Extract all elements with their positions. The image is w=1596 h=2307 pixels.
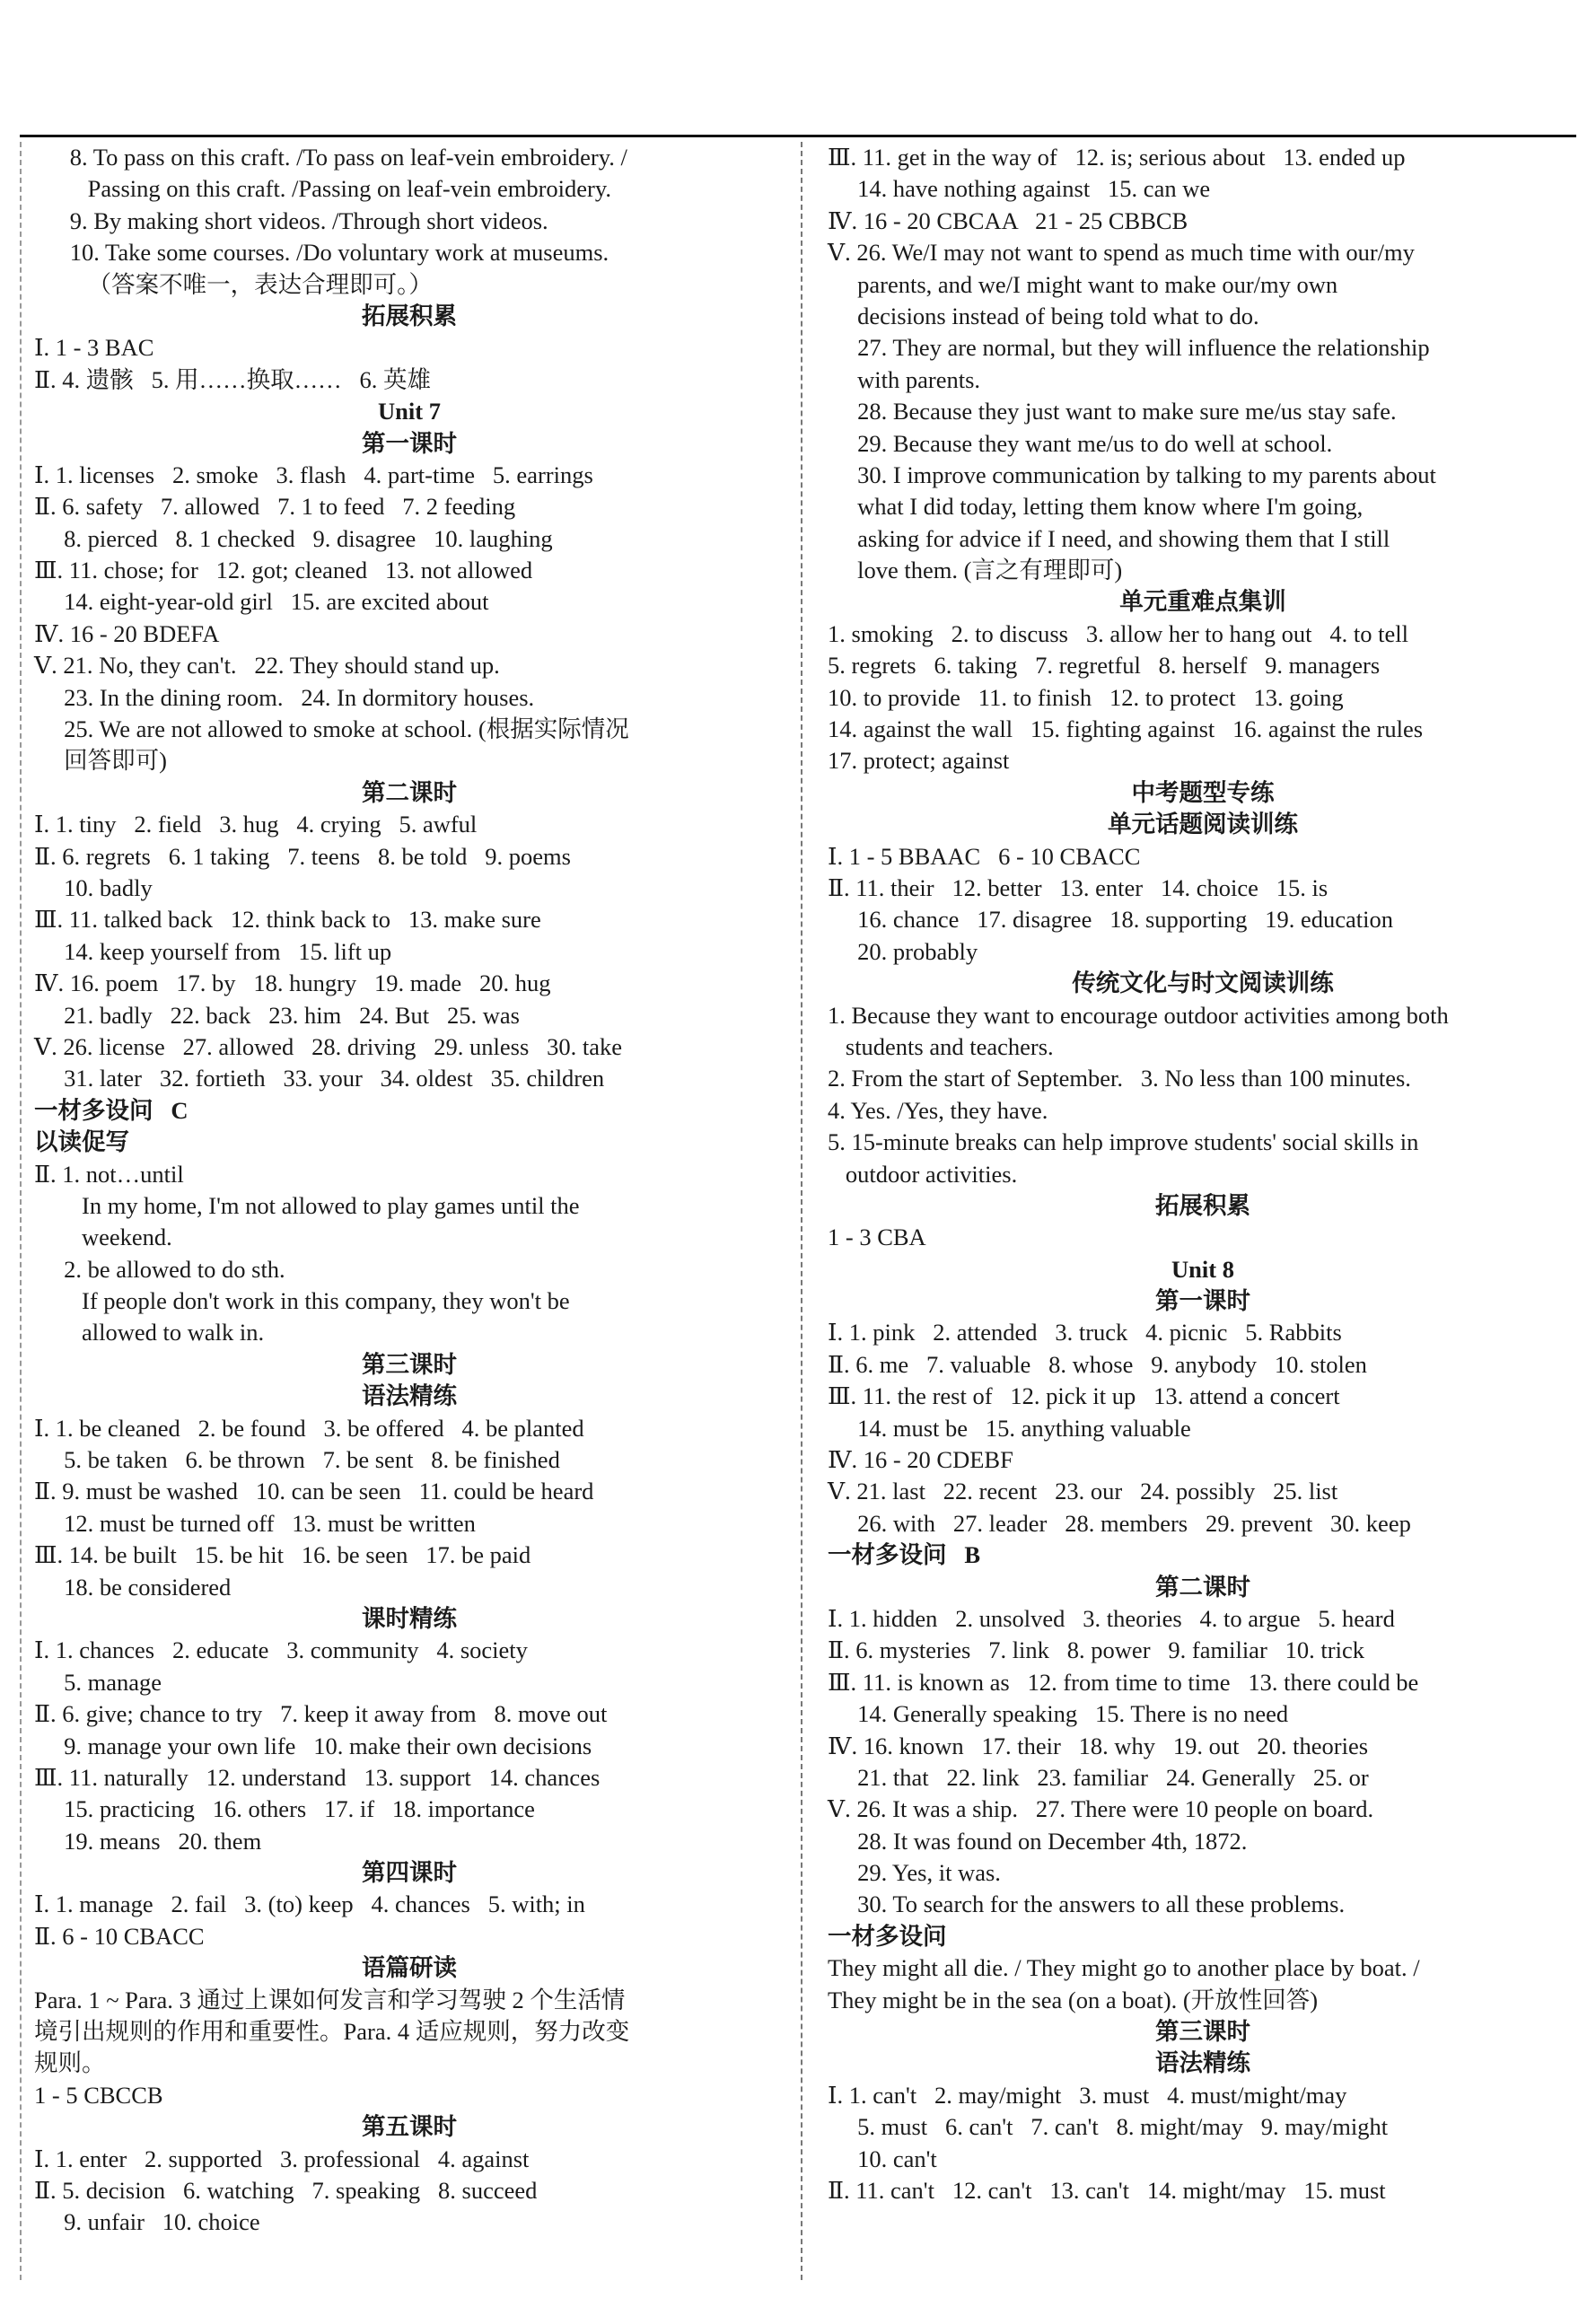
- answer-line: Ⅱ. 5. decision 6. watching 7. speaking 8. succeed: [34, 2177, 538, 2204]
- answer-line: 16. chance 17. disagree 18. supporting 19. education: [828, 906, 1393, 934]
- section-heading: 语法精练: [362, 1382, 457, 1410]
- answer-line: 2. be allowed to do sth.: [34, 1255, 285, 1283]
- answer-line: 14. eight-year-old girl 15. are excited about: [34, 588, 489, 616]
- answer-line: Ⅲ. 11. talked back 12. think back to 13. make sure: [34, 906, 541, 934]
- answer-line: Ⅴ. 26. license 27. allowed 28. driving 29. unless 30. take: [34, 1032, 623, 1060]
- answer-line: love them. (言之有理即可): [828, 557, 1123, 584]
- section-heading: Unit 8: [1171, 1255, 1234, 1283]
- answer-line: Ⅱ. 9. must be washed 10. can be seen 11. could be heard: [34, 1478, 594, 1505]
- answer-line: 21. badly 22. back 23. him 24. But 25. was: [34, 1001, 520, 1029]
- answer-line: Ⅰ. 1. hidden 2. unsolved 3. theories 4. to argue 5. heard: [828, 1604, 1395, 1632]
- answer-line: Ⅲ. 11. naturally 12. understand 13. support 14. chances: [34, 1763, 601, 1791]
- answer-line: Ⅰ. 1. chances 2. educate 3. community 4. society: [34, 1636, 528, 1664]
- answer-line: Ⅱ. 6. safety 7. allowed 7. 1 to feed 7. 2 feeding: [34, 493, 516, 521]
- answer-line: Ⅰ. 1 - 3 BAC: [34, 334, 154, 362]
- answer-line: 1 - 5 CBCCB: [34, 2081, 163, 2109]
- answer-line: 10. to provide 11. to finish 12. to protect 13. going: [828, 683, 1344, 711]
- section-heading: 第二课时: [362, 778, 457, 806]
- subsection-label: 以读促写: [34, 1128, 129, 1156]
- answer-line: Ⅰ. 1. can't 2. may/might 3. must 4. must/might/may: [828, 2081, 1347, 2109]
- answer-line: 28. It was found on December 4th, 1872.: [828, 1827, 1248, 1855]
- left-margin-rule: [20, 142, 22, 2280]
- answer-line: 23. In the dining room. 24. In dormitory houses.: [34, 683, 535, 711]
- answer-line: 21. that 22. link 23. familiar 24. Generally 25. or: [828, 1763, 1369, 1791]
- answer-line: 14. Generally speaking 15. There is no need: [828, 1700, 1289, 1728]
- answer-line: decisions instead of being told what to do.: [828, 302, 1259, 329]
- answer-line: 8. pierced 8. 1 checked 9. disagree 10. laughing: [34, 524, 553, 552]
- section-heading: Unit 7: [378, 398, 441, 425]
- answer-line: 5. be taken 6. be thrown 7. be sent 8. be finished: [34, 1446, 560, 1474]
- answer-line: 27. They are normal, but they will influence the relationship: [828, 334, 1430, 362]
- answer-line: 1. Because they want to encourage outdoor activities among both: [828, 1001, 1449, 1029]
- answer-line: 18. be considered: [34, 1573, 232, 1601]
- answer-line: 14. keep yourself from 15. lift up: [34, 937, 392, 965]
- answer-line: Ⅰ. 1. manage 2. fail 3. (to) keep 4. chances 5. with; in: [34, 1890, 585, 1918]
- answer-line: with parents.: [828, 365, 981, 393]
- answer-line: 26. with 27. leader 28. members 29. prevent 30. keep: [828, 1509, 1411, 1537]
- section-heading: 语法精练: [1155, 2049, 1250, 2077]
- answer-line: 1 - 3 CBA: [828, 1224, 926, 1251]
- answer-line: 15. practicing 16. others 17. if 18. importance: [34, 1795, 535, 1823]
- answer-line: 8. To pass on this craft. /To pass on leaf-vein embroidery. /: [34, 144, 627, 171]
- section-heading: 课时精练: [362, 1604, 457, 1632]
- answer-line: Ⅱ. 1. not…until: [34, 1160, 184, 1188]
- answer-line: Ⅴ. 26. It was a ship. 27. There were 10 people on board.: [828, 1795, 1374, 1823]
- answer-line: 14. must be 15. anything valuable: [828, 1414, 1191, 1442]
- answer-line: parents, and we/I might want to make our/my own: [828, 270, 1338, 298]
- answer-line: 9. manage your own life 10. make their own decisions: [34, 1732, 592, 1759]
- answer-line: 9. By making short videos. /Through short videos.: [34, 206, 548, 234]
- left-column: [34, 142, 785, 2280]
- answer-line: 5. 15-minute breaks can help improve students' social skills in: [828, 1128, 1419, 1156]
- answer-line: Ⅳ. 16. known 17. their 18. why 19. out 20. theories: [828, 1732, 1369, 1759]
- answer-line: Ⅱ. 11. their 12. better 13. enter 14. choice 15. is: [828, 873, 1329, 901]
- answer-line: 25. We are not allowed to smoke at school. (根据实际情况: [34, 715, 629, 743]
- answer-line: Ⅲ. 11. is known as 12. from time to time 13. there could be: [828, 1668, 1419, 1696]
- answer-line: Ⅱ. 6. regrets 6. 1 taking 7. teens 8. be told 9. poems: [34, 842, 571, 870]
- answer-line: If people don't work in this company, they won't be: [34, 1287, 570, 1315]
- section-heading: 单元重难点集训: [1119, 588, 1286, 616]
- answer-line: Ⅰ. 1 - 5 BBAAC 6 - 10 CBACC: [828, 842, 1141, 870]
- answer-line: 17. protect; against: [828, 747, 1010, 775]
- subsection-label: 一材多设问: [828, 1922, 947, 1950]
- column-divider: [801, 142, 802, 2280]
- answer-line: Passing on this craft. /Passing on leaf-vein embroidery.: [34, 175, 612, 203]
- answer-line: 10. can't: [828, 2145, 937, 2172]
- answer-line: 5. must 6. can't 7. can't 8. might/may 9. may/might: [828, 2113, 1389, 2141]
- top-rule: [20, 135, 1576, 137]
- answer-line: 5. regrets 6. taking 7. regretful 8. herself 9. managers: [828, 652, 1381, 680]
- answer-line: Ⅲ. 11. the rest of 12. pick it up 13. attend a concert: [828, 1382, 1340, 1410]
- answer-line: asking for advice if I need, and showing them that I still: [828, 524, 1390, 552]
- section-heading: 第三课时: [362, 1350, 457, 1378]
- answer-line: 29. Yes, it was.: [828, 1859, 1001, 1887]
- answer-line: 12. must be turned off 13. must be written: [34, 1509, 476, 1537]
- answer-line: （答案不唯一，表达合理即可。）: [34, 270, 433, 298]
- section-heading: 第四课时: [362, 1859, 457, 1887]
- section-heading: 第一课时: [362, 429, 457, 457]
- right-column: [828, 142, 1578, 2280]
- answer-line: Ⅳ. 16. poem 17. by 18. hungry 19. made 20. hug: [34, 969, 551, 997]
- answer-line: 10. badly: [34, 873, 153, 901]
- answer-line: 14. against the wall 15. fighting against 16. against the rules: [828, 715, 1424, 743]
- section-heading: 语篇研读: [362, 1954, 457, 1982]
- answer-line: outdoor activities.: [828, 1160, 1018, 1188]
- answer-line: what I did today, letting them know where I'm going,: [828, 493, 1364, 521]
- answer-line: Ⅴ. 21. No, they can't. 22. They should stand up.: [34, 652, 500, 680]
- answer-line: Ⅰ. 1. licenses 2. smoke 3. flash 4. part-time 5. earrings: [34, 461, 593, 488]
- section-heading: 传统文化与时文阅读训练: [1072, 969, 1334, 997]
- answer-line: 2. From the start of September. 3. No less than 100 minutes.: [828, 1065, 1411, 1092]
- answer-line: Ⅲ. 11. chose; for 12. got; cleaned 13. not allowed: [34, 557, 533, 584]
- section-heading: 第三课时: [1155, 2018, 1250, 2046]
- answer-line: Ⅱ. 6. mysteries 7. link 8. power 9. familiar 10. trick: [828, 1636, 1364, 1664]
- answer-line: students and teachers.: [828, 1032, 1054, 1060]
- answer-line: weekend.: [34, 1224, 172, 1251]
- answer-line: Ⅰ. 1. tiny 2. field 3. hug 4. crying 5. awful: [34, 811, 478, 838]
- answer-line: Ⅴ. 21. last 22. recent 23. our 24. possibly 25. list: [828, 1478, 1338, 1505]
- section-heading: 单元话题阅读训练: [1108, 811, 1298, 838]
- answer-line: They might all die. / They might go to another place by boat. /: [828, 1954, 1420, 1982]
- answer-line: 回答即可): [34, 747, 167, 775]
- answer-line: Ⅱ. 6. give; chance to try 7. keep it away from 8. move out: [34, 1700, 608, 1728]
- answer-line: Ⅲ. 11. get in the way of 12. is; serious about 13. ended up: [828, 144, 1406, 171]
- answer-line: Ⅴ. 26. We/I may not want to spend as much time with our/my: [828, 239, 1415, 267]
- answer-line: 9. unfair 10. choice: [34, 2208, 260, 2236]
- section-heading: 中考题型专练: [1131, 778, 1275, 806]
- answer-line: 20. probably: [828, 937, 978, 965]
- answer-line: 4. Yes. /Yes, they have.: [828, 1096, 1048, 1124]
- answer-line: 10. Take some courses. /Do voluntary work at museums.: [34, 239, 609, 267]
- answer-line: 规则。: [34, 2049, 106, 2077]
- answer-line: 30. To search for the answers to all these problems.: [828, 1890, 1346, 1918]
- answer-line: Ⅳ. 16 - 20 CDEBF: [828, 1446, 1013, 1474]
- answer-line: 30. I improve communication by talking to my parents about: [828, 461, 1436, 488]
- section-heading: 拓展积累: [362, 302, 457, 329]
- section-heading: 第二课时: [1155, 1573, 1250, 1601]
- answer-line: 19. means 20. them: [34, 1827, 262, 1855]
- answer-line: 14. have nothing against 15. can we: [828, 175, 1211, 203]
- answer-line: Para. 1 ~ Para. 3 通过上课如何发言和学习驾驶 2 个生活情: [34, 1986, 626, 2013]
- answer-line: 29. Because they want me/us to do well at school.: [828, 429, 1333, 457]
- answer-line: Ⅱ. 6. me 7. valuable 8. whose 9. anybody 10. stolen: [828, 1350, 1367, 1378]
- answer-line: Ⅰ. 1. pink 2. attended 3. truck 4. picnic 5. Rabbits: [828, 1319, 1342, 1346]
- answer-line: 1. smoking 2. to discuss 3. allow her to hang out 4. to tell: [828, 619, 1408, 647]
- answer-line: Ⅱ. 4. 遗骸 5. 用……换取…… 6. 英雄: [34, 365, 432, 393]
- answer-line: In my home, I'm not allowed to play games until the: [34, 1191, 580, 1219]
- section-heading: 第五课时: [362, 2113, 457, 2141]
- section-heading: 拓展积累: [1155, 1191, 1250, 1219]
- answer-line: Ⅲ. 14. be built 15. be hit 16. be seen 17. be paid: [34, 1541, 531, 1569]
- section-heading: 第一课时: [1155, 1287, 1250, 1315]
- answer-line: 28. Because they just want to make sure me/us stay safe.: [828, 398, 1397, 425]
- answer-line: 5. manage: [34, 1668, 162, 1696]
- answer-line: Ⅱ. 11. can't 12. can't 13. can't 14. might/may 15. must: [828, 2177, 1386, 2204]
- answer-line: 境引出规则的作用和重要性。Para. 4 适应规则，努力改变: [34, 2018, 630, 2046]
- subsection-label: 一材多设问 C: [34, 1096, 189, 1124]
- subsection-label: 一材多设问 B: [828, 1541, 981, 1569]
- answer-line: Ⅰ. 1. enter 2. supported 3. professional 4. against: [34, 2145, 530, 2172]
- answer-line: Ⅰ. 1. be cleaned 2. be found 3. be offered 4. be planted: [34, 1414, 584, 1442]
- answer-line: 31. later 32. fortieth 33. your 34. oldest 35. children: [34, 1065, 605, 1092]
- answer-line: They might be in the sea (on a boat). (开放性回答): [828, 1986, 1319, 2013]
- answer-line: Ⅳ. 16 - 20 CBCAA 21 - 25 CBBCB: [828, 206, 1188, 234]
- answer-line: Ⅳ. 16 - 20 BDEFA: [34, 619, 220, 647]
- answer-line: allowed to walk in.: [34, 1319, 265, 1346]
- answer-line: Ⅱ. 6 - 10 CBACC: [34, 1922, 205, 1950]
